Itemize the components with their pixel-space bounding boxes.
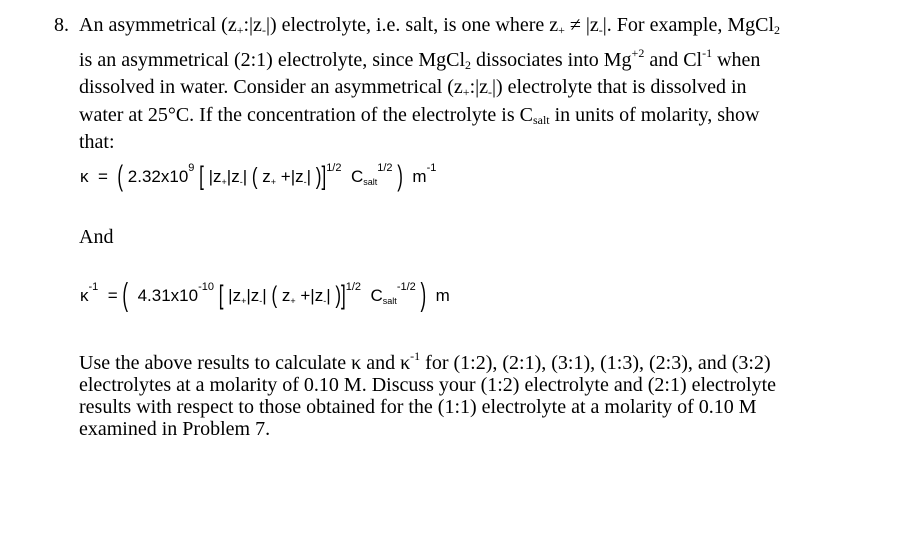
question-line-4: examined in Problem 7. — [79, 418, 271, 440]
and-label: And — [79, 226, 114, 248]
question-line-2: electrolytes at a molarity of 0.10 M. Discuss your (1:2) electrolyte and (2:1) electrolyte — [79, 374, 777, 396]
intro-line-4: water at 25°C. If the concentration of the electrolyte is $C_{salt}$ in units of molarity, show — [79, 103, 760, 127]
equation-kappa: κ = ( 2.32x109 [ |z+|z-| ( z+ +|z-| )]1/2 Csalt1/2 ) m-1 — [80, 159, 437, 192]
problem-intro — [79, 14, 809, 154]
problem-question — [79, 345, 819, 440]
question-line-3: results with respect to those obtained for the (1:1) electrolyte at a molarity of 0.10 M — [79, 396, 757, 418]
intro-line-3: dissolved in water. Consider an asymmetrical $(z_+:|z_-|)$ electrolyte that is dissolved in — [79, 76, 747, 99]
question-line-1: Use the above results to calculate κ and $\kappa^{-1}$ for (1:2), (2:1), (3:1), (1:3), (2:3), and (3:2) — [79, 349, 771, 374]
equation-kappa-inverse: κ-1 = ( 4.31x10-10 [ |z+|z-| ( z+ +|z-| )]1/2 Csalt-1/2 ) m — [80, 276, 450, 313]
intro-line-1: An asymmetrical $(z_+:|z_-|)$ electrolyte, i.e. salt, is one where $z_+ \ne |z_-|$. For example, MgCl$_2$ — [79, 14, 781, 37]
intro-line-5: that: — [79, 131, 115, 153]
intro-line-2: is an asymmetrical (2:1) electrolyte, since MgCl$_2$ dissociates into $Mg^{+2}$ and $Cl^{-1}$ when — [79, 45, 761, 72]
problem-number: 8. — [54, 14, 69, 36]
